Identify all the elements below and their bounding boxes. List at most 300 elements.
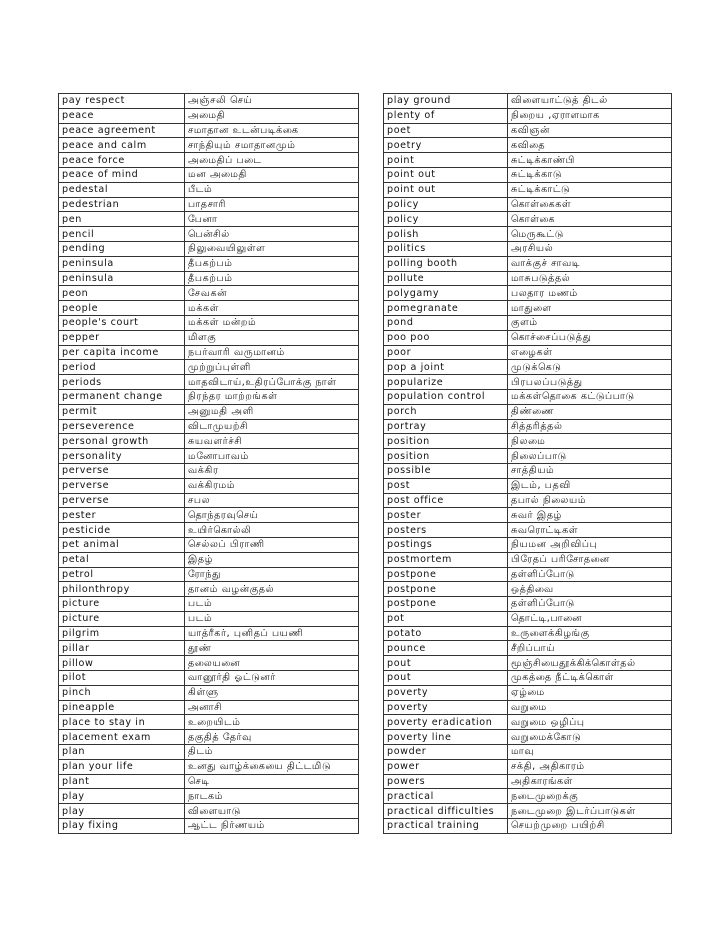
glossary-row <box>384 271 672 286</box>
tamil-translation: சமாதான உடன்படிக்கை <box>185 123 359 138</box>
tamil-translation: இடம், பதவி <box>508 478 672 493</box>
glossary-row <box>59 626 359 641</box>
glossary-row <box>384 212 672 227</box>
glossary-row <box>384 256 672 271</box>
glossary-row <box>59 567 359 582</box>
glossary-row <box>384 360 672 375</box>
tamil-translation: வானூர்தி ஓட்டுனர் <box>185 671 359 686</box>
english-term: plan <box>59 745 185 760</box>
tamil-translation: நிறைய ,ஏராளமாக <box>508 108 672 123</box>
glossary-row <box>384 759 672 774</box>
glossary-row <box>59 656 359 671</box>
glossary-row <box>384 508 672 523</box>
english-term: peace force <box>59 153 185 168</box>
english-term: point <box>384 153 508 168</box>
tamil-translation: உறையிடம் <box>185 715 359 730</box>
tamil-translation: முற்றுப்புள்ளி <box>185 360 359 375</box>
english-term: perverse <box>59 478 185 493</box>
english-term: power <box>384 759 508 774</box>
glossary-row <box>59 94 359 109</box>
tamil-translation: சுவர் இதழ் <box>508 508 672 523</box>
tamil-translation: அமைதி <box>185 108 359 123</box>
tamil-translation: குளம் <box>508 315 672 330</box>
glossary-row <box>384 671 672 686</box>
tamil-translation: முடுக்கெடு <box>508 360 672 375</box>
tamil-translation: முகத்தை நீட்டிக்கொள் <box>508 671 672 686</box>
glossary-row <box>59 774 359 789</box>
english-term: popularize <box>384 375 508 390</box>
glossary-row <box>59 671 359 686</box>
english-term: politics <box>384 241 508 256</box>
glossary-row <box>59 597 359 612</box>
glossary-row <box>384 493 672 508</box>
glossary-row <box>384 241 672 256</box>
english-term: pedestal <box>59 182 185 197</box>
english-term: peninsula <box>59 271 185 286</box>
glossary-row <box>384 182 672 197</box>
tamil-translation: நடைமுறை இடர்ப்பாடுகள் <box>508 804 672 819</box>
glossary-table-left <box>58 93 359 834</box>
glossary-row <box>59 537 359 552</box>
tamil-translation: மன அமைதி <box>185 167 359 182</box>
tamil-translation: தூண் <box>185 641 359 656</box>
english-term: posters <box>384 523 508 538</box>
glossary-row <box>384 789 672 804</box>
tamil-translation: மக்கள் <box>185 301 359 316</box>
tamil-translation: பென்சில் <box>185 227 359 242</box>
glossary-row <box>384 301 672 316</box>
tamil-translation: தபால் நிலையம் <box>508 493 672 508</box>
english-term: pounce <box>384 641 508 656</box>
english-term: position <box>384 449 508 464</box>
glossary-row <box>384 819 672 834</box>
english-term: pout <box>384 656 508 671</box>
english-term: peace agreement <box>59 123 185 138</box>
english-term: personality <box>59 449 185 464</box>
glossary-row <box>59 345 359 360</box>
english-term: policy <box>384 197 508 212</box>
tamil-translation: தகுதித் தேர்வு <box>185 730 359 745</box>
english-term: perverse <box>59 463 185 478</box>
english-term: polish <box>384 227 508 242</box>
english-term: philonthropy <box>59 582 185 597</box>
english-term: point out <box>384 182 508 197</box>
glossary-row <box>59 434 359 449</box>
glossary-row <box>59 212 359 227</box>
glossary-row <box>384 197 672 212</box>
english-term: postpone <box>384 567 508 582</box>
glossary-row <box>59 123 359 138</box>
english-term: pencil <box>59 227 185 242</box>
glossary-row <box>384 404 672 419</box>
glossary-row <box>384 804 672 819</box>
tamil-translation: வறுமை <box>508 700 672 715</box>
tamil-translation: பிரேதப் பரிசோதனை <box>508 552 672 567</box>
english-term: pen <box>59 212 185 227</box>
glossary-row <box>59 197 359 212</box>
tamil-translation: தீபகற்பம் <box>185 256 359 271</box>
tamil-translation: சுவரொட்டிகள் <box>508 523 672 538</box>
tamil-translation: மாதுளை <box>508 301 672 316</box>
glossary-row <box>59 552 359 567</box>
tamil-translation: கிள்ளு <box>185 685 359 700</box>
english-term: peace and calm <box>59 138 185 153</box>
tamil-translation: பலதார மணம் <box>508 286 672 301</box>
english-term: placement exam <box>59 730 185 745</box>
tamil-translation: உருளைக்கிழங்கு <box>508 626 672 641</box>
glossary-row <box>384 345 672 360</box>
glossary-row <box>384 611 672 626</box>
glossary-row <box>59 138 359 153</box>
tamil-translation: எழைகள் <box>508 345 672 360</box>
glossary-row <box>384 700 672 715</box>
tamil-translation: நிரந்தர மாற்றங்கள் <box>185 389 359 404</box>
english-term: pester <box>59 508 185 523</box>
tamil-translation: கொள்கைகள் <box>508 197 672 212</box>
glossary-row <box>59 759 359 774</box>
tamil-translation: கொள்கை <box>508 212 672 227</box>
english-term: pineapple <box>59 700 185 715</box>
tamil-translation: தலையனை <box>185 656 359 671</box>
english-term: possible <box>384 463 508 478</box>
glossary-row <box>384 597 672 612</box>
tamil-translation: கவிதை <box>508 138 672 153</box>
english-term: poetry <box>384 138 508 153</box>
glossary-row <box>384 626 672 641</box>
tamil-translation: சேவகன் <box>185 286 359 301</box>
glossary-row <box>59 256 359 271</box>
tamil-translation: மக்கள்தொகை கட்டுப்பாடு <box>508 389 672 404</box>
tamil-translation: தீபகற்பம் <box>185 271 359 286</box>
glossary-row <box>59 419 359 434</box>
tamil-translation: சுட்டிக்காடு <box>508 167 672 182</box>
english-term: practical difficulties <box>384 804 508 819</box>
english-term: population control <box>384 389 508 404</box>
english-term: post <box>384 478 508 493</box>
glossary-row <box>384 330 672 345</box>
tamil-translation: வக்கிரமம் <box>185 478 359 493</box>
tamil-translation: சக்தி, அதிகாரம் <box>508 759 672 774</box>
english-term: poor <box>384 345 508 360</box>
glossary-row <box>59 389 359 404</box>
tamil-translation: விடாமுயற்சி <box>185 419 359 434</box>
glossary-row <box>59 700 359 715</box>
glossary-row <box>59 301 359 316</box>
glossary-row <box>384 94 672 109</box>
tamil-translation: தள்ளிப்போடு <box>508 597 672 612</box>
glossary-row <box>59 286 359 301</box>
english-term: periods <box>59 375 185 390</box>
english-term: picture <box>59 611 185 626</box>
english-term: peon <box>59 286 185 301</box>
glossary-row <box>59 819 359 834</box>
tamil-translation: சாந்தியும் சமாதானமும் <box>185 138 359 153</box>
english-term: poo poo <box>384 330 508 345</box>
glossary-row <box>384 582 672 597</box>
english-term: position <box>384 434 508 449</box>
tamil-translation: வாக்குச் சாவடி <box>508 256 672 271</box>
glossary-row <box>59 478 359 493</box>
glossary-row <box>384 552 672 567</box>
glossary-row <box>384 419 672 434</box>
english-term: pesticide <box>59 523 185 538</box>
glossary-row <box>59 582 359 597</box>
english-term: plant <box>59 774 185 789</box>
english-term: pilgrim <box>59 626 185 641</box>
tamil-translation: அனுமதி அளி <box>185 404 359 419</box>
english-term: permanent change <box>59 389 185 404</box>
tamil-translation: செயற்முறை பயிற்சி <box>508 819 672 834</box>
glossary-row <box>384 123 672 138</box>
tamil-translation: ஆட்ட நிர்ணயம் <box>185 819 359 834</box>
glossary-row <box>384 567 672 582</box>
english-term: practical <box>384 789 508 804</box>
glossary-row <box>59 789 359 804</box>
glossary-row <box>384 478 672 493</box>
glossary-row <box>384 449 672 464</box>
glossary-row <box>384 463 672 478</box>
tamil-translation: பீடம் <box>185 182 359 197</box>
english-term: period <box>59 360 185 375</box>
glossary-row <box>59 182 359 197</box>
tamil-translation: நிலமை <box>508 434 672 449</box>
tamil-translation: ஒத்திவை <box>508 582 672 597</box>
english-term: pollute <box>384 271 508 286</box>
english-term: per capita income <box>59 345 185 360</box>
english-term: pet animal <box>59 537 185 552</box>
english-term: postpone <box>384 597 508 612</box>
english-term: pilot <box>59 671 185 686</box>
glossary-row <box>59 167 359 182</box>
english-term: policy <box>384 212 508 227</box>
tamil-translation: சபல <box>185 493 359 508</box>
glossary-row <box>384 153 672 168</box>
glossary-rows-right <box>384 94 672 834</box>
tamil-translation: திண்ணை <box>508 404 672 419</box>
english-term: pay respect <box>59 94 185 109</box>
english-term: pepper <box>59 330 185 345</box>
glossary-table-right <box>383 93 672 834</box>
english-term: post office <box>384 493 508 508</box>
english-term: polygamy <box>384 286 508 301</box>
english-term: powers <box>384 774 508 789</box>
english-term: porch <box>384 404 508 419</box>
tamil-translation: மக்கள் மன்றம் <box>185 315 359 330</box>
english-term: poet <box>384 123 508 138</box>
tamil-translation: விளையாட்டுத் திடல் <box>508 94 672 109</box>
glossary-row <box>384 537 672 552</box>
glossary-row <box>384 286 672 301</box>
tamil-translation: மிளகு <box>185 330 359 345</box>
glossary-row <box>59 745 359 760</box>
english-term: picture <box>59 597 185 612</box>
tamil-translation: விளையாடு <box>185 804 359 819</box>
tamil-translation: தானம் வழன்குதல் <box>185 582 359 597</box>
glossary-row <box>59 641 359 656</box>
glossary-row <box>384 745 672 760</box>
tamil-translation: நியமன அறிவிப்பு <box>508 537 672 552</box>
english-term: people <box>59 301 185 316</box>
english-term: pedestrian <box>59 197 185 212</box>
glossary-row <box>59 241 359 256</box>
english-term: plenty of <box>384 108 508 123</box>
tamil-translation: நடைமுறைக்கு <box>508 789 672 804</box>
english-term: petrol <box>59 567 185 582</box>
tamil-translation: சுட்டிக்காண்பி <box>508 153 672 168</box>
glossary-row <box>384 434 672 449</box>
tamil-translation: அதிகாரங்கள் <box>508 774 672 789</box>
english-term: pomegranate <box>384 301 508 316</box>
tamil-translation: மாவு <box>508 745 672 760</box>
tamil-translation: மூஞ்சியைதூக்கிக்கொள்தல் <box>508 656 672 671</box>
tamil-translation: ரோந்து <box>185 567 359 582</box>
glossary-row <box>59 611 359 626</box>
english-term: postings <box>384 537 508 552</box>
tamil-translation: மனோபாவம் <box>185 449 359 464</box>
english-term: people's court <box>59 315 185 330</box>
english-term: pop a joint <box>384 360 508 375</box>
tamil-translation: மெருகூட்டு <box>508 227 672 242</box>
english-term: personal growth <box>59 434 185 449</box>
english-term: pending <box>59 241 185 256</box>
english-term: poverty <box>384 700 508 715</box>
tamil-translation: அரசியல் <box>508 241 672 256</box>
english-term: play <box>59 789 185 804</box>
glossary-row <box>384 108 672 123</box>
english-term: practical training <box>384 819 508 834</box>
glossary-row <box>59 449 359 464</box>
english-term: place to stay in <box>59 715 185 730</box>
tamil-translation: நபர்வாரி வருமானம் <box>185 345 359 360</box>
glossary-row <box>59 508 359 523</box>
english-term: polling booth <box>384 256 508 271</box>
english-term: petal <box>59 552 185 567</box>
tamil-translation: சித்தரித்தல் <box>508 419 672 434</box>
glossary-row <box>384 656 672 671</box>
tamil-translation: நிலுவையிலுள்ள <box>185 241 359 256</box>
tamil-translation: இதழ் <box>185 552 359 567</box>
glossary-row <box>59 227 359 242</box>
glossary-row <box>59 730 359 745</box>
tamil-translation: பாதசாரி <box>185 197 359 212</box>
english-term: point out <box>384 167 508 182</box>
tamil-translation: கொச்சைப்படுத்து <box>508 330 672 345</box>
tamil-translation: திடம் <box>185 745 359 760</box>
glossary-row <box>384 138 672 153</box>
tamil-translation: சாத்தியம் <box>508 463 672 478</box>
glossary-row <box>59 715 359 730</box>
english-term: powder <box>384 745 508 760</box>
tamil-translation: வக்கிர <box>185 463 359 478</box>
glossary-row <box>384 685 672 700</box>
glossary-rows-left <box>59 94 359 834</box>
tamil-translation: மாசுபடுத்தல் <box>508 271 672 286</box>
english-term: poverty <box>384 685 508 700</box>
glossary-row <box>59 804 359 819</box>
glossary-row <box>59 360 359 375</box>
glossary-row <box>384 227 672 242</box>
tamil-translation: யாத்ரீகர், புனிதப் பயணி <box>185 626 359 641</box>
english-term: permit <box>59 404 185 419</box>
tamil-translation: படம் <box>185 597 359 612</box>
english-term: peninsula <box>59 256 185 271</box>
english-term: peace of mind <box>59 167 185 182</box>
tamil-translation: படம் <box>185 611 359 626</box>
glossary-row <box>59 330 359 345</box>
tamil-translation: அமைதிப் படை <box>185 153 359 168</box>
english-term: peace <box>59 108 185 123</box>
glossary-row <box>59 523 359 538</box>
english-term: pillar <box>59 641 185 656</box>
tamil-translation: சுயவளர்ச்சி <box>185 434 359 449</box>
glossary-row <box>59 404 359 419</box>
english-term: pinch <box>59 685 185 700</box>
tamil-translation: அஞ்சலி செய் <box>185 94 359 109</box>
glossary-row <box>384 389 672 404</box>
glossary-row <box>384 715 672 730</box>
glossary-row <box>384 641 672 656</box>
glossary-row <box>384 774 672 789</box>
tamil-translation: ஏழ்மை <box>508 685 672 700</box>
english-term: postmortem <box>384 552 508 567</box>
tamil-translation: உயிர்கொல்லி <box>185 523 359 538</box>
english-term: postpone <box>384 582 508 597</box>
tamil-translation: செல்லப் பிராணி <box>185 537 359 552</box>
english-term: play ground <box>384 94 508 109</box>
glossary-row <box>384 523 672 538</box>
english-term: plan your life <box>59 759 185 774</box>
english-term: pond <box>384 315 508 330</box>
glossary-row <box>59 493 359 508</box>
glossary-row <box>59 271 359 286</box>
english-term: poverty eradication <box>384 715 508 730</box>
english-term: potato <box>384 626 508 641</box>
tamil-translation: சுட்டிக்காட்டு <box>508 182 672 197</box>
tamil-translation: வறுமை ஒழிப்பு <box>508 715 672 730</box>
english-term: pillow <box>59 656 185 671</box>
tamil-translation: மாதவிடாய்,உதிரப்போக்கு நாள் <box>185 375 359 390</box>
glossary-row <box>59 685 359 700</box>
tamil-translation: தள்ளிப்போடு <box>508 567 672 582</box>
tamil-translation: நாடகம் <box>185 789 359 804</box>
glossary-row <box>384 315 672 330</box>
english-term: pot <box>384 611 508 626</box>
tamil-translation: அனாசி <box>185 700 359 715</box>
english-term: perverse <box>59 493 185 508</box>
glossary-row <box>384 375 672 390</box>
tamil-translation: உனது வாழ்க்கையை திட்டமிடு <box>185 759 359 774</box>
glossary-row <box>59 463 359 478</box>
english-term: pout <box>384 671 508 686</box>
glossary-row <box>59 315 359 330</box>
tamil-translation: பேனா <box>185 212 359 227</box>
tamil-translation: சீறிப்பாய் <box>508 641 672 656</box>
english-term: perseverence <box>59 419 185 434</box>
glossary-row <box>59 108 359 123</box>
glossary-row <box>59 375 359 390</box>
english-term: portray <box>384 419 508 434</box>
tamil-translation: பிரபலப்படுத்து <box>508 375 672 390</box>
tamil-translation: வறுமைக்கோடு <box>508 730 672 745</box>
english-term: play <box>59 804 185 819</box>
english-term: play fixing <box>59 819 185 834</box>
tamil-translation: தொந்தரவுசெய் <box>185 508 359 523</box>
tamil-translation: செடி <box>185 774 359 789</box>
glossary-row <box>384 730 672 745</box>
glossary-row <box>384 167 672 182</box>
tamil-translation: நிலைப்பாடு <box>508 449 672 464</box>
glossary-row <box>59 153 359 168</box>
